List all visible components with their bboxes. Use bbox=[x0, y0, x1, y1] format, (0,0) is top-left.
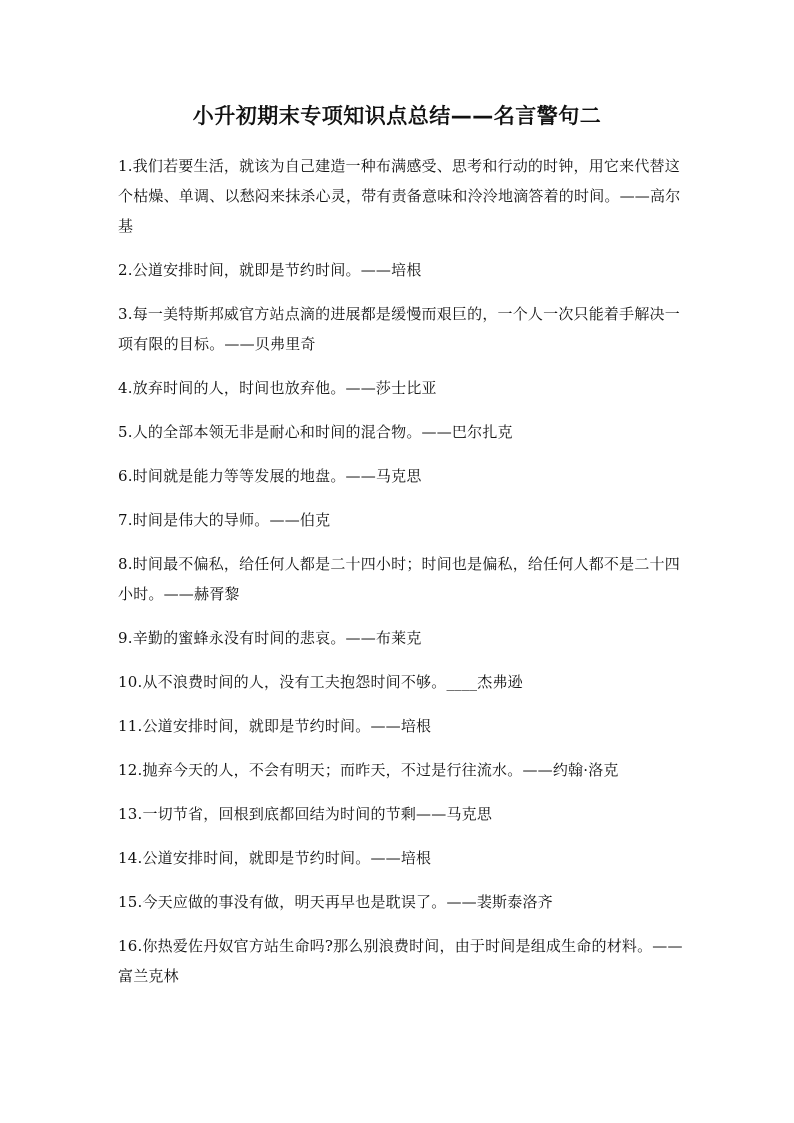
quote-item-11: 11.公道安排时间，就即是节约时间。——培根 bbox=[118, 717, 432, 735]
quote-item-9: 9.辛勤的蜜蜂永没有时间的悲哀。——布莱克 bbox=[118, 629, 422, 647]
quote-item-7: 7.时间是伟大的导师。——伯克 bbox=[118, 511, 331, 529]
quote-item-12: 12.抛弃今天的人，不会有明天；而昨天，不过是行往流水。——约翰·洛克 bbox=[118, 761, 619, 779]
page-title: 小升初期末专项知识点总结——名言警句二 bbox=[192, 104, 602, 128]
quote-item-6: 6.时间就是能力等等发展的地盘。——马克思 bbox=[118, 467, 422, 485]
quote-item-2: 2.公道安排时间，就即是节约时间。——培根 bbox=[118, 261, 422, 279]
quote-item-16: 16.你热爱佐丹奴官方站生命吗?那么别浪费时间，由于时间是组成生命的材料。——富兰克林 bbox=[118, 937, 683, 985]
quote-item-1: 1.我们若要生活，就该为自己建造一种布满感受、思考和行动的时钟，用它来代替这个枯燥、单调、以愁闷来抹杀心灵，带有责备意味和泠泠地滴答着的时间。——高尔基 bbox=[118, 157, 681, 235]
quote-list bbox=[118, 151, 688, 1005]
quote-item-14: 14.公道安排时间，就即是节约时间。——培根 bbox=[118, 849, 432, 867]
quote-item-13: 13.一切节省，回根到底都回结为时间的节剩——马克思 bbox=[118, 805, 493, 823]
quote-item-10: 10.从不浪费时间的人，没有工夫抱怨时间不够。____杰弗逊 bbox=[118, 673, 523, 691]
quote-item-3: 3.每一美特斯邦威官方站点滴的进展都是缓慢而艰巨的，一个人一次只能着手解决一项有限的目标。——贝弗里奇 bbox=[118, 305, 680, 353]
quote-item-15: 15.今天应做的事没有做，明天再早也是耽误了。——裴斯泰洛齐 bbox=[118, 893, 553, 911]
quote-item-4: 4.放弃时间的人，时间也放弃他。——莎士比亚 bbox=[118, 379, 437, 397]
quote-item-8: 8.时间最不偏私，给任何人都是二十四小时；时间也是偏私，给任何人都不是二十四小时。——赫胥黎 bbox=[118, 555, 680, 603]
quote-item-5: 5.人的全部本领无非是耐心和时间的混合物。——巴尔扎克 bbox=[118, 423, 513, 441]
